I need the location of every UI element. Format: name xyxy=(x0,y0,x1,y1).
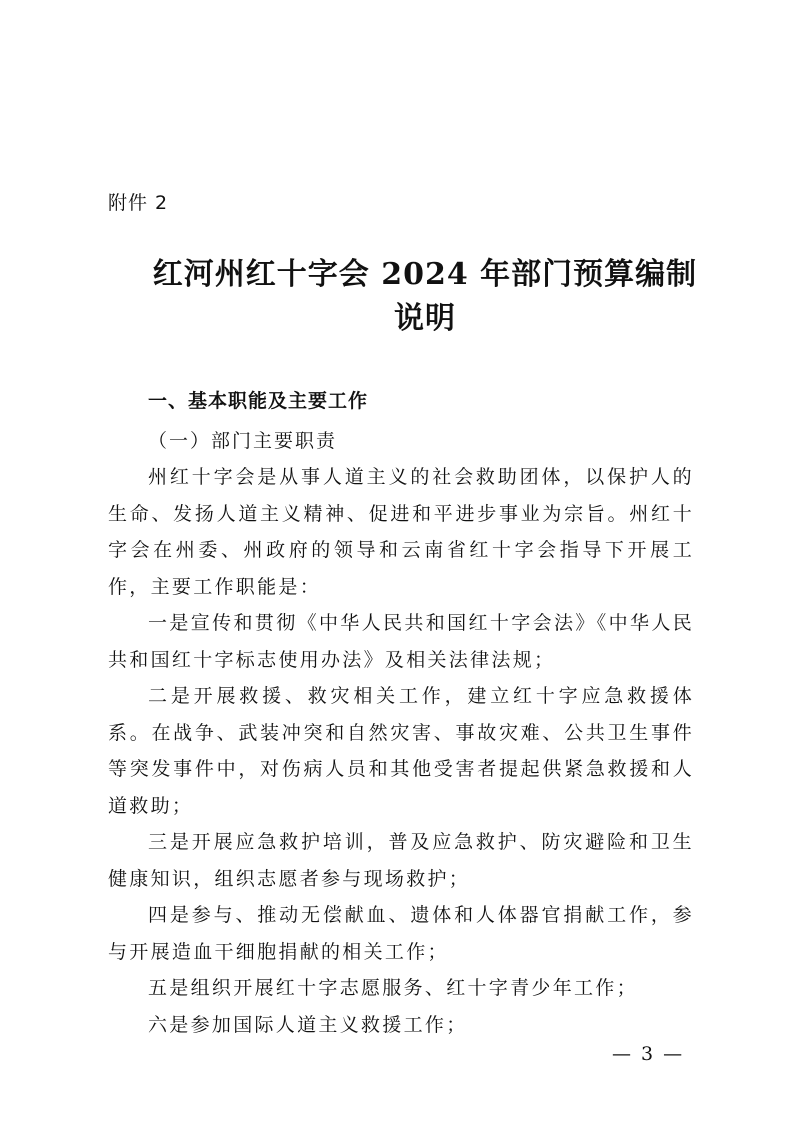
attachment-label: 附件 2 xyxy=(108,192,169,214)
paragraph-duty-1: 一是宣传和贯彻《中华人民共和国红十字会法》《中华人民共和国红十字标志使用办法》及相关法律法规； xyxy=(108,612,694,671)
body-text xyxy=(108,459,694,1043)
document-title: 红河州红十字会 2024 年部门预算编制说明 xyxy=(152,257,698,336)
section-heading: 一、基本职能及主要工作 xyxy=(148,390,369,412)
page-number: — 3 — xyxy=(612,1043,685,1065)
paragraph-duty-6: 六是参加国际人道主义救援工作； xyxy=(148,1013,468,1036)
paragraph-duty-2: 二是开展救援、救灾相关工作，建立红十字应急救援体系。在战争、武装冲突和自然灾害、事故灾难、公共卫生事件等突发事件中，对伤病人员和其他受害者提起供紧急救援和人道救助； xyxy=(108,685,694,817)
subsection-heading: （一）部门主要职责 xyxy=(148,430,338,452)
paragraph-duty-4: 四是参与、推动无偿献血、遗体和人体器官捐献工作，参与开展造血干细胞捐献的相关工作； xyxy=(108,904,694,963)
paragraph-intro: 州红十字会是从事人道主义的社会救助团体，以保护人的生命、发扬人道主义精神、促进和平进步事业为宗旨。州红十字会在州委、州政府的领导和云南省红十字会指导下开展工作，主要工作职能是： xyxy=(108,466,694,598)
paragraph-duty-3: 三是开展应急救护培训，普及应急救护、防灾避险和卫生健康知识，组织志愿者参与现场救护； xyxy=(108,831,694,890)
paragraph-duty-5: 五是组织开展红十字志愿服务、红十字青少年工作； xyxy=(148,977,638,999)
